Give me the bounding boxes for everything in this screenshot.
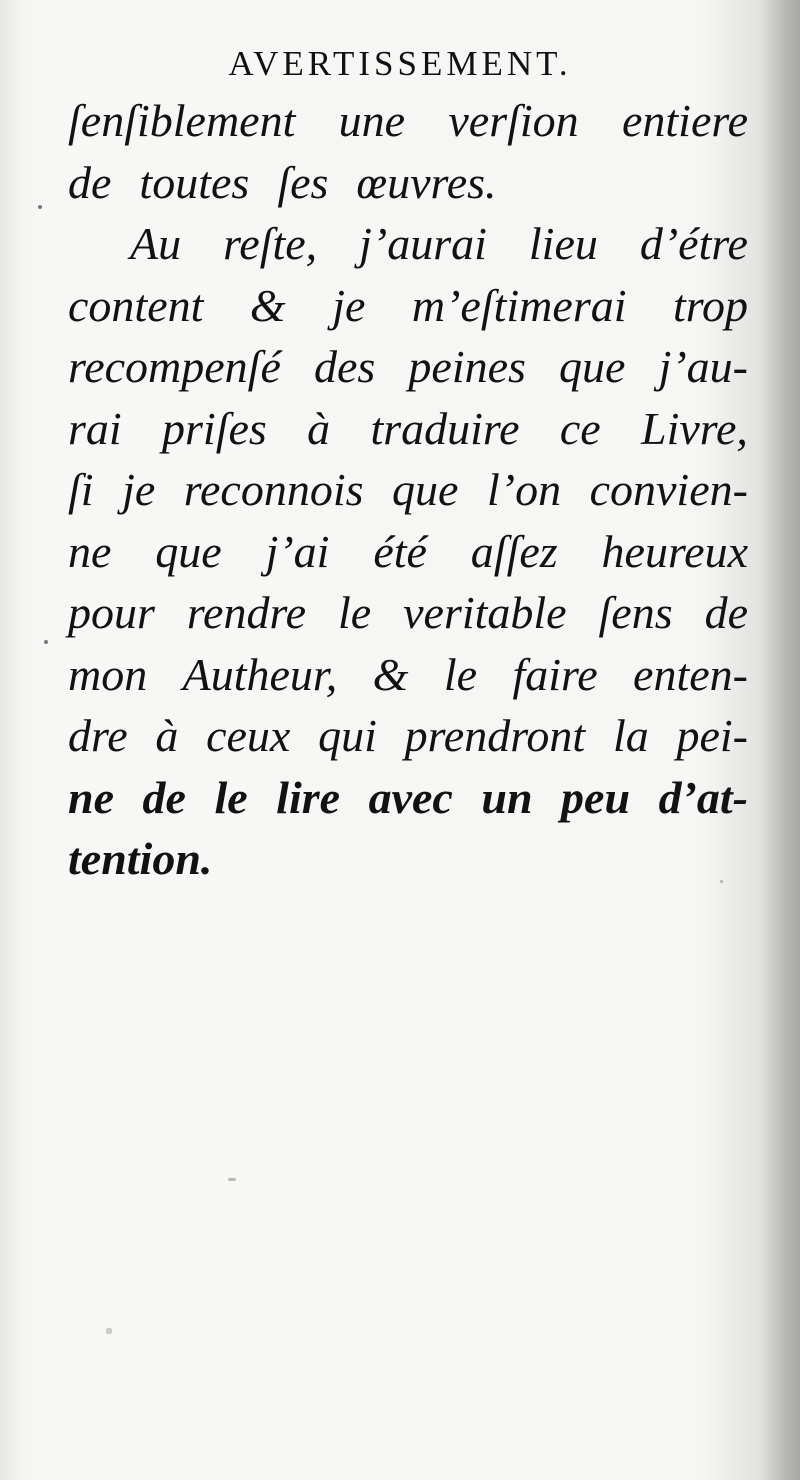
word: ſenſiblement — [68, 95, 296, 146]
word: l’on — [486, 464, 562, 515]
page-edge-shadow — [760, 0, 800, 1480]
word: ne — [68, 525, 112, 577]
text-line — [68, 644, 748, 706]
word: œuvres. — [356, 156, 497, 208]
word: Autheur, — [182, 648, 338, 700]
word: de — [704, 587, 748, 638]
word: de — [68, 156, 112, 208]
word: & — [249, 279, 286, 331]
ink-speck — [44, 640, 48, 644]
word: m’eſtimerai — [411, 279, 627, 331]
word: le — [443, 648, 478, 700]
word: enten- — [633, 648, 748, 700]
running-head: AVERTISSEMENT. — [228, 44, 572, 83]
word: pour — [68, 587, 155, 638]
word: avec — [368, 771, 453, 823]
word: je — [332, 279, 366, 331]
word: recompenſé — [68, 341, 281, 392]
word: que — [559, 341, 626, 392]
word: entiere — [621, 95, 748, 146]
word: toutes — [139, 156, 250, 208]
text-line — [68, 459, 748, 521]
word: trop — [673, 279, 748, 331]
word: ſens — [598, 587, 673, 638]
word: ne — [68, 771, 114, 823]
word: veritable — [403, 587, 567, 638]
ink-speck — [228, 1178, 236, 1181]
ink-speck — [38, 205, 42, 209]
word: une — [338, 95, 406, 146]
word: dre — [68, 710, 128, 761]
word: aſſez — [470, 525, 558, 577]
word: lire — [276, 771, 341, 823]
page-gutter-shadow — [0, 0, 22, 1480]
word: reconnois — [183, 464, 364, 515]
word: peines — [408, 341, 526, 392]
word: reſte, — [223, 218, 318, 269]
text-line — [68, 275, 748, 337]
text-line — [68, 90, 748, 152]
word: d’at- — [658, 771, 748, 823]
text-line — [68, 213, 748, 275]
ink-speck — [106, 1328, 112, 1334]
word: un — [481, 771, 533, 823]
word: tention. — [68, 833, 213, 884]
word: prendront — [404, 710, 586, 761]
word: le — [214, 771, 248, 823]
word: à — [307, 402, 331, 454]
word: ſi — [68, 464, 94, 515]
word: à — [155, 710, 179, 761]
word: d’étre — [639, 218, 748, 269]
ink-speck — [720, 880, 723, 883]
word: des — [313, 341, 376, 392]
word: content — [68, 279, 204, 331]
text-line — [68, 398, 748, 460]
word: j’ai — [265, 525, 330, 577]
word: le — [337, 587, 372, 638]
word: ceux — [206, 710, 291, 761]
word: priſes — [162, 402, 267, 454]
word: ce — [559, 402, 601, 454]
word: pei- — [676, 710, 748, 761]
word: lieu — [528, 218, 598, 269]
text-line — [68, 582, 748, 644]
word: rendre — [186, 587, 307, 638]
text-line — [68, 828, 748, 890]
word: traduire — [370, 402, 520, 454]
word: rai — [68, 402, 122, 454]
word: que — [155, 525, 222, 577]
word: Livre, — [641, 402, 748, 454]
word: convien- — [589, 464, 748, 515]
text-line — [68, 152, 748, 214]
word: que — [392, 464, 459, 515]
word: mon — [68, 648, 148, 700]
word: verſion — [448, 95, 579, 146]
text-line — [68, 336, 748, 398]
text-line — [68, 705, 748, 767]
word: ſes — [277, 156, 329, 208]
body-text — [68, 90, 748, 890]
word: je — [122, 464, 156, 515]
word: peu — [561, 771, 631, 823]
word: Au — [130, 218, 182, 269]
word: de — [142, 771, 186, 823]
word: qui — [318, 710, 377, 761]
text-line — [68, 521, 748, 583]
word: j’aurai — [359, 218, 487, 269]
word: été — [373, 525, 427, 577]
word: j’au- — [658, 341, 748, 392]
word: la — [612, 710, 649, 761]
word: heureux — [601, 525, 748, 577]
text-line — [68, 767, 748, 829]
word: faire — [512, 648, 598, 700]
word: & — [372, 648, 409, 700]
